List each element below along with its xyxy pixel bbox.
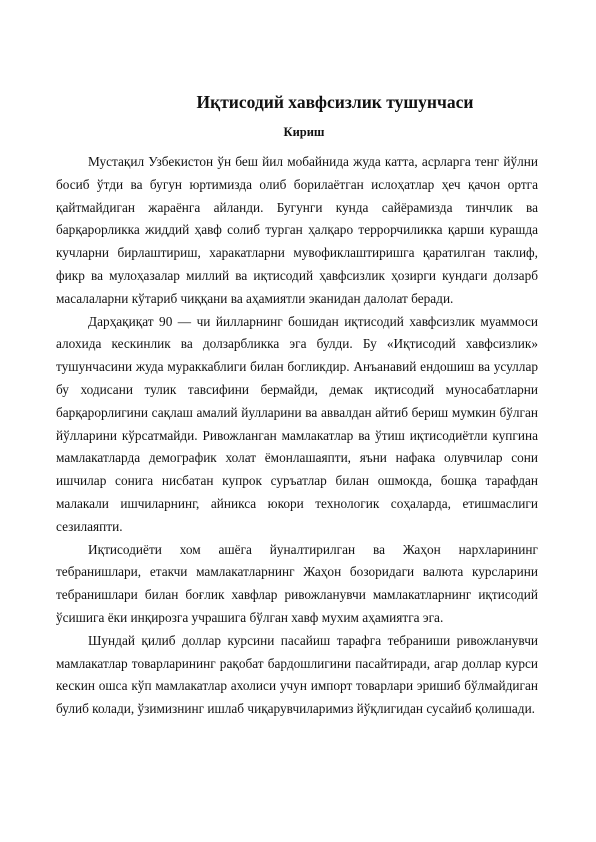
section-heading: Кириш (283, 125, 325, 139)
paragraph: Мустақил Узбекистон ўн беш йил мобайнида жуда катта, асрларга тенг йўлни босиб ўтди ва бугун юртимизда олиб борилаётган ислоҳатлар ҳеч қачон ортга қайтмайдиган жараёнга айланди. Бугунги кунда сайёрамизда тинчлик ва барқарорликка жиддий ҳавф солиб турган ҳалқаро террорчиликка қарши курашда кучларни бирлаштириш, харакатларни мувофиклаштиришга қаратилган таклиф, фикр ва мулоҳазалар миллий ва иқтисодий ҳавфсизлик ҳозирги кундаги долзарб масалаларни кўтариб чиққани ва аҳамиятли эканидан далолат беради. (56, 154, 538, 306)
paragraph: Иқтисодиёти хом ашёга йуналтирилган ва Жаҳон нархларининг тебранишлари, етакчи мамлакатларнинг Жаҳон бозоридаги валюта курсларини тебранишлари билан боғлик хавфлар ривожланувчи мамлакатларнинг иқтисодий ўсишига ёки инқирозга учрашига бўлган хавф мухим аҳамиятга эга. (56, 541, 538, 625)
document-body (56, 151, 538, 721)
document-title: Иқтисодий хавфсизлик тушунчаси (196, 92, 474, 112)
paragraph: Шундай қилиб доллар курсини пасайиш тарафга тебраниши ривожланувчи мамлакатлар товарларининг рақобат бардошлигини пасайтиради, агар доллар курси кескин ошса кўп мамлакатлар ахолиси учун импорт товарлари эришиб бўлмайдиган булиб колади, ўзимизнинг ишлаб чиқарувчиларимиз йўқлигидан сусайиб қолишади. (56, 632, 538, 717)
paragraph: Дарҳақиқат 90 — чи йилларнинг бошидан иқтисодий хавфсизлик муаммоси алохида кескинлик ва долзарбликка эга булди. Бу «Иқтисодий хавфсизлик» тушунчасини жуда мураккаблиги билан богликдир. Анъанавий ендошиш ва усуллар бу ходисани тулик тавсифини бермайди, демак иқтисодий муносабатларни барқарорлигини сақлаш амалий йулларини ва аввалдан айтиб бериш мумкин бўлган йўлларини кўрсатмайди. Ривожланган мамлакатлар ва ўтиш иқтисодиётли купгина мамлакатларда демографик холат ёмонлашаяпти, яъни нафака олувчилар сони ишчилар сонига нисбатан купрок суръатлар билан ошмокда, бошқа тарафдан малакали ишчиларнинг, айникса юкори технологик соҳаларда, етишмаслиги сезилаяпти. (56, 313, 538, 534)
